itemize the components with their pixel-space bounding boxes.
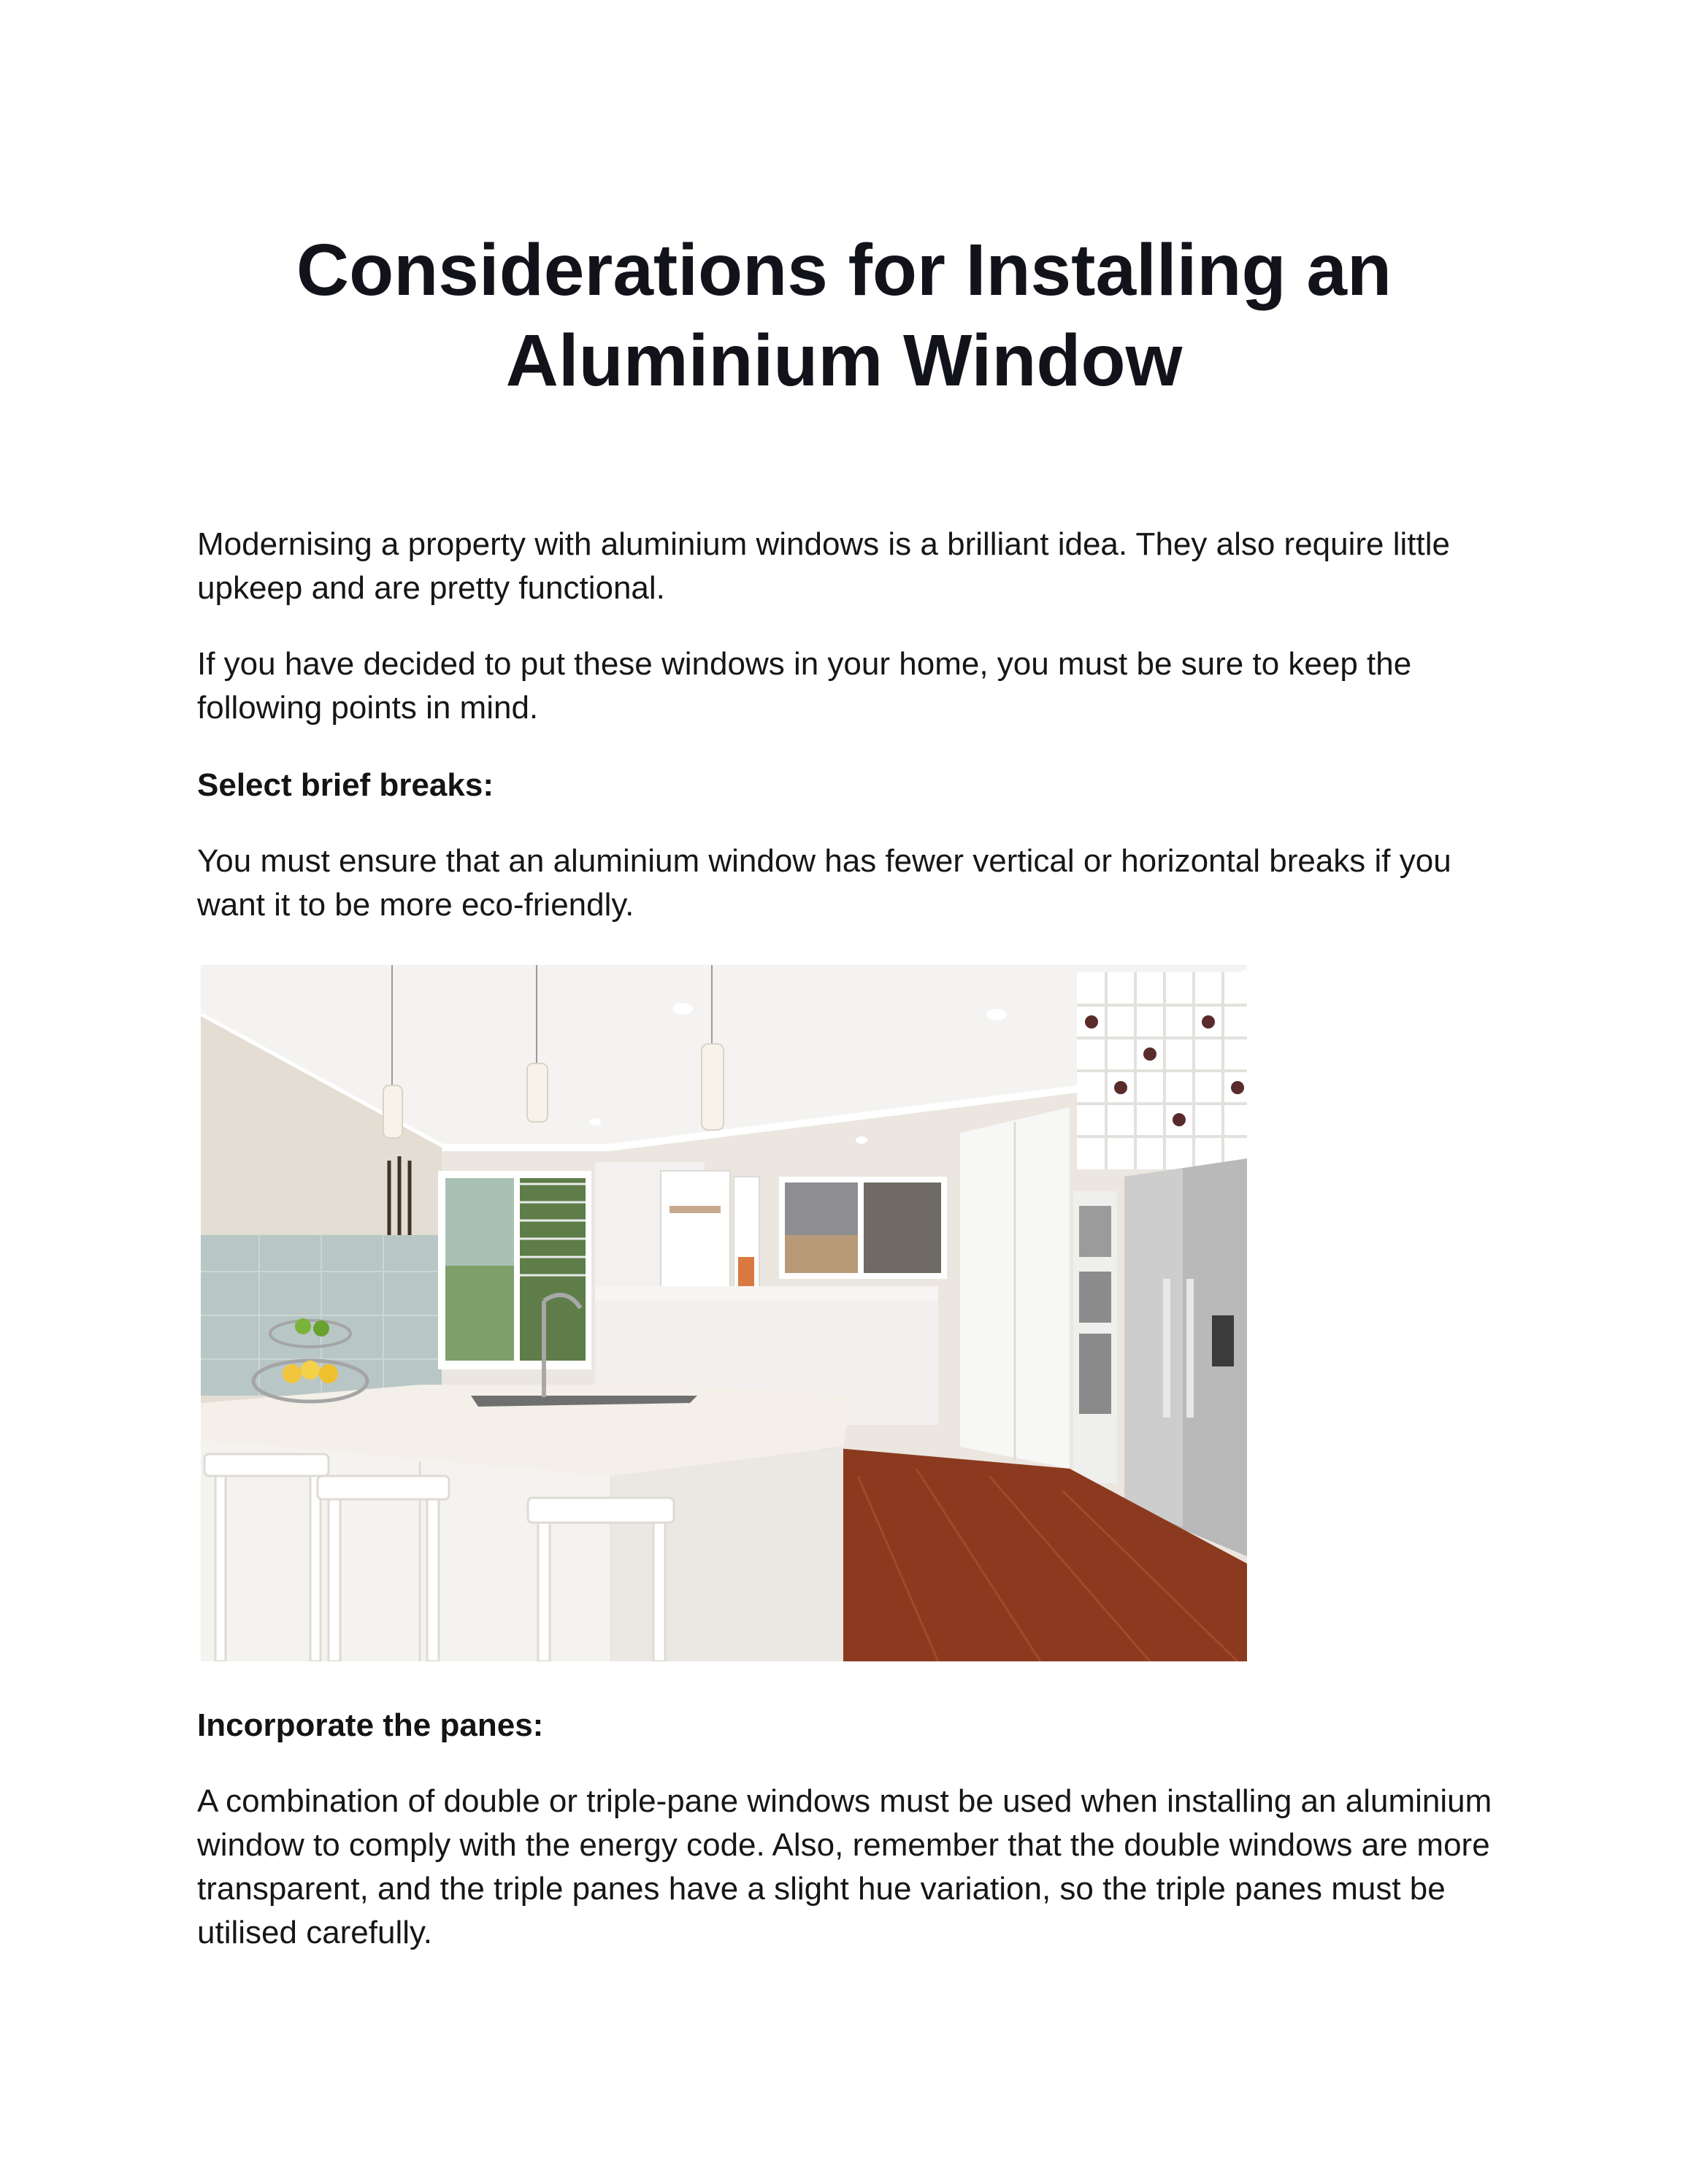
page-title: Considerations for Installing an Aluminium Window <box>296 229 1392 401</box>
section-body-breaks: You must ensure that an aluminium window has fewer vertical or horizontal breaks if you want it to be more eco-friendly. <box>197 843 1451 923</box>
points-paragraph: If you have decided to put these windows in your home, you must be sure to keep the following points in mind. <box>197 646 1412 726</box>
intro-paragraph: Modernising a property with aluminium windows is a brilliant idea. They also require little upkeep and are pretty functional. <box>197 526 1450 606</box>
section-heading-panes: Incorporate the panes: <box>197 1707 544 1743</box>
section-body-panes: A combination of double or triple-pane windows must be used when installing an aluminium window to comply with the energy code. Also, remember that the double windows are more transparent, and the triple panes have a slight hue variation, so the triple panes must be utilised carefully. <box>197 1783 1492 1950</box>
section-heading-breaks: Select brief breaks: <box>197 767 494 803</box>
kitchen-photo <box>201 965 1247 1661</box>
